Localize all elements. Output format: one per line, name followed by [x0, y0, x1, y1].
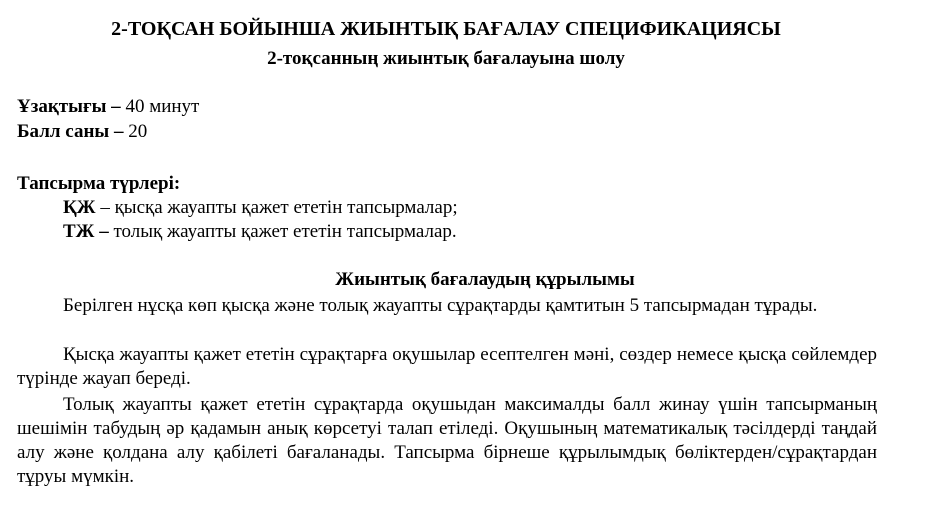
task-type-separator: – — [95, 197, 115, 218]
duration-label: Ұзақтығы – — [17, 96, 121, 117]
structure-paragraph: Қысқа жауапты қажет ететін сұрақтарға оқушылар есептелген мәні, сөздер немесе қысқа сөйлемдер түрінде жауап береді. — [17, 344, 877, 389]
task-type-item — [63, 196, 458, 220]
score-value: 20 — [128, 121, 148, 142]
structure-heading: Жиынтық бағалаудың құрылымы — [335, 269, 635, 290]
structure-paragraph: Берілген нұсқа көп қысқа және толық жауапты сұрақтарды қамтитын 5 тапсырмадан тұрады. — [63, 295, 818, 316]
score-line — [17, 120, 147, 144]
task-type-code: ҚЖ — [63, 197, 96, 218]
score-label: Балл саны – — [17, 121, 124, 142]
task-type-description: толық жауапты қажет ететін тапсырмалар. — [113, 221, 457, 242]
duration-value: 40 минут — [125, 96, 200, 117]
task-type-item — [63, 220, 457, 244]
structure-paragraph: Толық жауапты қажет ететін сұрақтарда оқушыдан максималды балл жинау үшін тапсырманың шешімін табудың әр қадамын анық көрсетуі талап етіледі. Оқушының математикалық тәсілдерді таңдай алу және қолдана алу қабілеті бағаланады. Тапсырма бірнеше құрылымдық бөліктерден/сұрақтардан тұруы мүмкін. — [17, 394, 877, 487]
task-type-description: қысқа жауапты қажет ететін тапсырмалар; — [114, 197, 458, 218]
task-type-code: ТЖ – — [63, 221, 109, 242]
document-subtitle: 2-тоқсанның жиынтық бағалауына шолу — [267, 48, 625, 69]
document-title: 2-ТОҚСАН БОЙЫНША ЖИЫНТЫҚ БАҒАЛАУ СПЕЦИФИКАЦИЯСЫ — [111, 18, 781, 40]
duration-line — [17, 95, 199, 119]
task-types-heading: Тапсырма түрлері: — [17, 173, 181, 194]
